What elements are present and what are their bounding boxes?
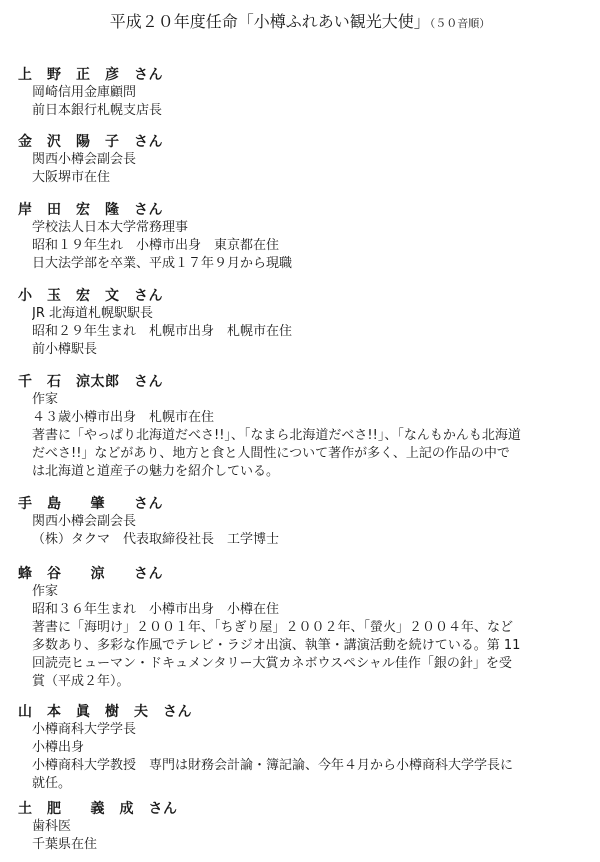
entry-line: 岡崎信用金庫顧問 xyxy=(32,85,137,100)
ambassador-name: 手 島 肇 さん xyxy=(18,496,163,512)
entry-line: 学校法人日本大学常務理事 xyxy=(32,220,189,235)
ambassador-name: 金 沢 陽 子 さん xyxy=(18,134,163,150)
entry-line: 回読売ヒューマン・ドキュメンタリー大賞カネボウスペシャル佳作「銀の針」を受 xyxy=(32,656,512,671)
entry-line: 作家 xyxy=(32,584,59,599)
entry-line: は北海道と道産子の魅力を紹介している。 xyxy=(32,464,280,479)
page-title xyxy=(0,12,600,34)
entry-line: 日大法学部を卒業、平成１７年９月から現職 xyxy=(32,256,293,271)
ambassador-name: 土 肥 義 成 さん xyxy=(18,801,178,817)
ambassador-name: 山 本 眞 樹 夫 さん xyxy=(18,704,192,720)
entry-line: 賞（平成２年）。 xyxy=(32,674,130,689)
entry-line: だべさ!!」などがあり、地方と食と人間性について著作が多く、上記の作品の中で xyxy=(32,446,510,461)
entry-line: 歯科医 xyxy=(32,819,72,834)
entry-line: ４３歳小樽市出身 札幌市在住 xyxy=(32,410,215,425)
entry-line: 著書に「海明け」２００１年、「ちぎり屋」２００２年、「螢火」２００４年、など xyxy=(32,620,514,635)
entry-line: 関西小樽会副会長 xyxy=(32,514,137,529)
entry-line: JR 北海道札幌駅駅長 xyxy=(32,306,153,321)
ambassador-name: 小 玉 宏 文 さん xyxy=(18,288,163,304)
entry-line: 昭和１９年生れ 小樽市出身 東京都在住 xyxy=(32,238,280,253)
entry-line: 著書に「やっぱり北海道だべさ!!」、「なまら北海道だべさ!!」、「なんもかんも北海道 xyxy=(32,428,521,443)
entry-line: 前日本銀行札幌支店長 xyxy=(32,103,163,118)
entry-line: 多数あり、多彩な作風でテレビ・ラジオ出演、執筆・講演活動を続けている。第 11 xyxy=(32,638,521,653)
entry-line: 小樽商科大学学長 xyxy=(32,722,137,737)
entry-line: 昭和２９年生まれ 札幌市出身 札幌市在住 xyxy=(32,324,293,339)
entry-line: 関西小樽会副会長 xyxy=(32,152,137,167)
ambassador-name: 岸 田 宏 隆 さん xyxy=(18,202,163,218)
entry-line: 小樽出身 xyxy=(32,740,85,755)
title-main: 平成２０年度任命「小樽ふれあい観光大使」 xyxy=(109,12,430,31)
entry-line: （株）タクマ 代表取締役社長 工学博士 xyxy=(32,532,280,547)
entry-line: 小樽商科大学教授 専門は財務会計論・簿記論、今年４月から小樽商科大学学長に xyxy=(32,758,514,773)
entry-line: 千葉県在住 xyxy=(32,837,98,852)
entry-line: 昭和３６年生まれ 小樽市出身 小樽在住 xyxy=(32,602,280,617)
entry-line: 大阪堺市在住 xyxy=(32,170,111,185)
title-order-note: （５０音順） xyxy=(429,17,491,30)
entry-line: 前小樽駅長 xyxy=(32,342,98,357)
ambassador-name: 蜂 谷 涼 さん xyxy=(18,566,163,582)
entry-line: 作家 xyxy=(32,392,59,407)
entry-line: 就任。 xyxy=(32,776,72,791)
ambassador-name: 上 野 正 彦 さん xyxy=(18,67,163,83)
ambassador-name: 千 石 涼太郎 さん xyxy=(18,374,163,390)
